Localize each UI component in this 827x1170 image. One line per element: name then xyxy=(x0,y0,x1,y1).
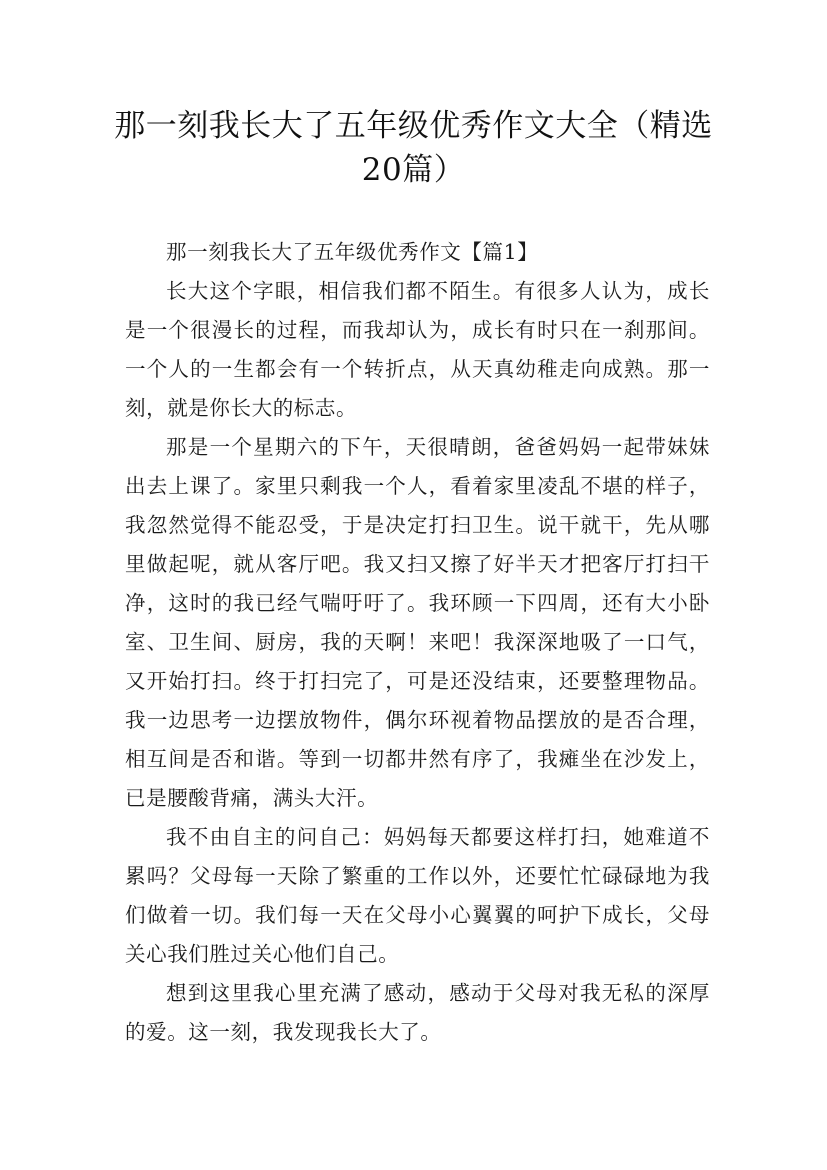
section-heading: 那一刻我长大了五年级优秀作文【篇1】 xyxy=(166,240,539,264)
paragraph-1: 长大这个字眼，相信我们都不陌生。有很多人认为，成长是一个很漫长的过程，而我却认为，成长有时只在一刹那间。一个人的一生都会有一个转折点，从天真幼稚走向成熟。那一刻，就是你长大的标志。 xyxy=(125,279,710,420)
paragraph-2: 那是一个星期六的下午，天很晴朗，爸爸妈妈一起带妹妹出去上课了。家里只剩我一个人，看着家里凌乱不堪的样子，我忽然觉得不能忍受，于是决定打扫卫生。说干就干，先从哪里做起呢，就从客厅吧。我又扫又擦了好半天才把客厅打扫干净，这时的我已经气喘吁吁了。我环顾一下四周，还有大小卧室、卫生间、厨房，我的天啊！来吧！我深深地吸了一口气，又开始打扫。终于打扫完了，可是还没结束，还要整理物品。我一边思考一边摆放物件，偶尔环视着物品摆放的是否合理，相互间是否和谐。等到一切都井然有序了，我瘫坐在沙发上，已是腰酸背痛，满头大汗。 xyxy=(125,435,710,810)
paragraph-3: 我不由自主的问自己：妈妈每天都要这样打扫，她难道不累吗？父母每一天除了繁重的工作以外，还要忙忙碌碌地为我们做着一切。我们每一天在父母小心翼翼的呵护下成长，父母关心我们胜过关心他们自己。 xyxy=(125,825,710,966)
document-body xyxy=(125,233,710,1052)
document-title: 那一刻我长大了五年级优秀作文大全（精选20篇） xyxy=(114,108,713,188)
paragraph-4: 想到这里我心里充满了感动，感动于父母对我无私的深厚的爱。这一刻，我发现我长大了。 xyxy=(125,981,710,1044)
